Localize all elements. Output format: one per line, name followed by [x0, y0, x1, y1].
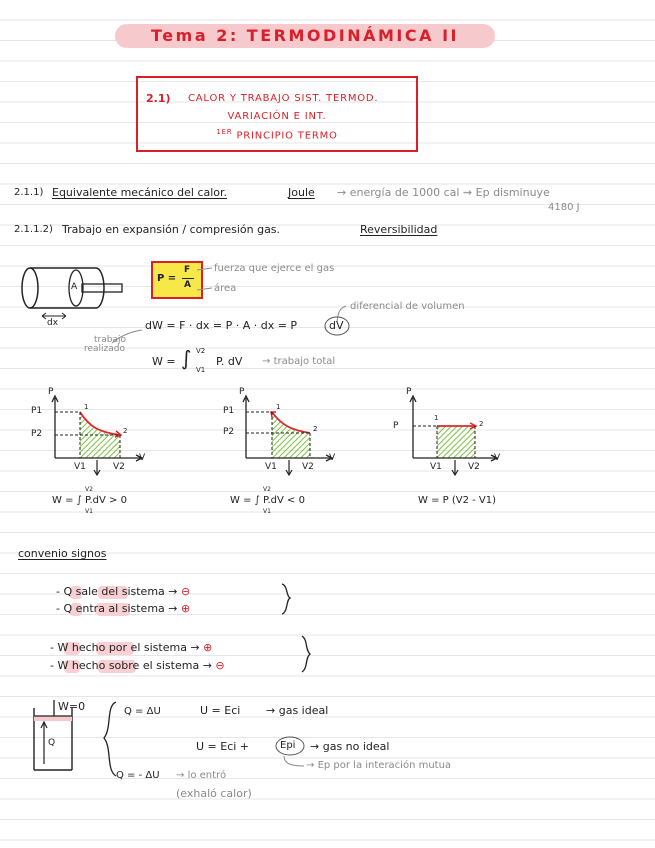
g1-p2: P2	[31, 429, 43, 439]
g1-v2: V2	[113, 462, 125, 472]
note-area: área	[214, 283, 237, 294]
conv-minus-2: ⊖	[215, 659, 225, 672]
note-trabajo-1: trabajo	[94, 335, 126, 345]
equation-dw: dW = F · dx = P · A · dx = P	[145, 319, 298, 332]
g3-p-axis-top: P	[406, 387, 412, 397]
conv-plus-1: ⊕	[181, 602, 191, 615]
g2-v1: V1	[265, 462, 277, 472]
g2-p1: P1	[223, 406, 235, 416]
g1-v-axis: V	[139, 453, 146, 463]
s211-note: → energía de 1000 cal ⇝ Ep disminuye	[337, 186, 550, 199]
bottom-u1: U = Eci	[200, 704, 241, 717]
s211-note-text: energía de 1000 cal	[349, 186, 460, 199]
equation-dv-circled: dV	[329, 319, 344, 332]
g3-formula: W = P (V2 - V1)	[418, 495, 497, 506]
note-total: → trabajo total	[262, 356, 336, 367]
g1-pt2: 2	[123, 427, 128, 435]
bottom-gas-ideal: → gas ideal	[266, 704, 329, 717]
conv-q-entra: - Q entra al sistema → ⊕	[56, 602, 191, 615]
bottom-ep-note-text: Ep por la interación mutua	[317, 760, 452, 771]
bottom-gas-no-ideal: → gas no ideal	[310, 740, 390, 753]
conv-q-sale-text: Q sale del sistema	[63, 585, 165, 598]
g3-p-axis: P	[393, 421, 399, 431]
bottom-gas-no-ideal-text: gas no ideal	[322, 740, 390, 753]
conv-plus-2: ⊕	[203, 641, 213, 654]
section-line-3-text: PRINCIPIO TERMO	[236, 130, 338, 142]
conv-q-sale: - Q sale del sistema → ⊖	[56, 585, 191, 598]
note-diferencial: diferencial de volumen	[350, 301, 465, 312]
s211-value: 4180 J	[548, 202, 580, 213]
conv-minus-1: ⊖	[181, 585, 191, 598]
g2-pt2: 2	[313, 425, 318, 433]
bottom-gas-ideal-text: gas ideal	[278, 704, 329, 717]
conv-w-por-text: W hecho por el sistema	[57, 641, 187, 654]
eq-w-upper: V2	[196, 347, 206, 355]
conv-w-sobre-text: W hecho sobre el sistema	[57, 659, 200, 672]
s2112-rev: Reversibilidad	[360, 223, 438, 236]
page-title: Tema 2: TERMODINÁMICA II	[151, 26, 459, 45]
conv-w-por: - W hecho por el sistema → ⊕	[50, 641, 213, 654]
s211-number: 2.1.1)	[14, 187, 44, 198]
g1-v1: V1	[74, 462, 86, 472]
s2112-number: 2.1.1.2)	[14, 224, 53, 235]
conv-q-entra-text: Q entra al sistema	[63, 602, 165, 615]
g1-pt1: 1	[84, 403, 89, 411]
g1-formula-lower: V1	[85, 508, 93, 515]
bottom-eq2: Q = - ΔU	[116, 770, 160, 781]
section-number: 2.1)	[146, 92, 171, 105]
piston-dx-label: dx	[47, 318, 59, 328]
g2-v-axis: V	[329, 453, 336, 463]
bottom-eq1: Q = ΔU	[124, 706, 161, 717]
formula-a: A	[184, 280, 191, 290]
g2-p2: P2	[223, 427, 235, 437]
g1-formula: W = ∫ P.dV > 0	[52, 495, 127, 506]
g2-formula-upper: V2	[263, 486, 271, 493]
g3-v1: V1	[430, 462, 442, 472]
bottom-w0: W=0	[58, 700, 86, 713]
g2-p-axis: P	[239, 387, 245, 397]
convenio-title: convenio signos	[18, 547, 107, 560]
g1-p1: P1	[31, 406, 43, 416]
bottom-cede: (exhaló calor)	[176, 787, 252, 800]
g1-formula-upper: V2	[85, 486, 93, 493]
g3-v2: V2	[468, 462, 480, 472]
section-line-2: VARIACIÓN E INT.	[227, 111, 327, 122]
g3-v-axis: V	[494, 453, 501, 463]
bottom-epi: Epi	[280, 740, 296, 751]
note-trabajo-2: realizado	[84, 344, 126, 354]
note-total-text: trabajo total	[273, 356, 336, 367]
g2-formula-lower: V1	[263, 508, 271, 515]
eq-w-label: W =	[152, 355, 176, 368]
eq-w-lower: V1	[196, 366, 206, 374]
eq-w-body: P. dV	[216, 355, 243, 368]
eq-w-integral: ∫	[181, 346, 192, 370]
g3-pt2: 2	[479, 420, 484, 428]
bottom-lo-entro-text: lo entró	[187, 770, 227, 781]
g2-v2: V2	[302, 462, 314, 472]
section-line-1: CALOR Y TRABAJO SIST. TERMOD.	[188, 93, 379, 104]
bottom-lo-entro: → lo entró	[176, 770, 227, 781]
formula-p: P =	[157, 273, 177, 284]
g1-p-axis: P	[48, 387, 54, 397]
bottom-ep-note: → Ep por la interación mutua	[306, 760, 452, 771]
bottom-q-label: Q	[48, 738, 56, 748]
piston-a-label: A	[71, 282, 78, 292]
g2-formula: W = ∫ P.dV < 0	[230, 495, 305, 506]
g2-pt1: 1	[276, 403, 281, 411]
conv-w-sobre: - W hecho sobre el sistema → ⊖	[50, 659, 225, 672]
s2112-text: Trabajo en expansión / compresión gas.	[62, 223, 281, 236]
s211-text: Equivalente mecánico del calor.	[52, 186, 228, 199]
bottom-u2: U = Eci +	[196, 740, 250, 753]
g3-pt1: 1	[434, 414, 439, 422]
formula-f: F	[184, 265, 191, 275]
s211-joule: Joule	[288, 186, 315, 199]
section-line-3-sup: 1ER	[216, 128, 233, 136]
note-fuerza: fuerza que ejerce el gas	[214, 263, 335, 274]
s211-note2: Ep disminuye	[475, 186, 550, 199]
